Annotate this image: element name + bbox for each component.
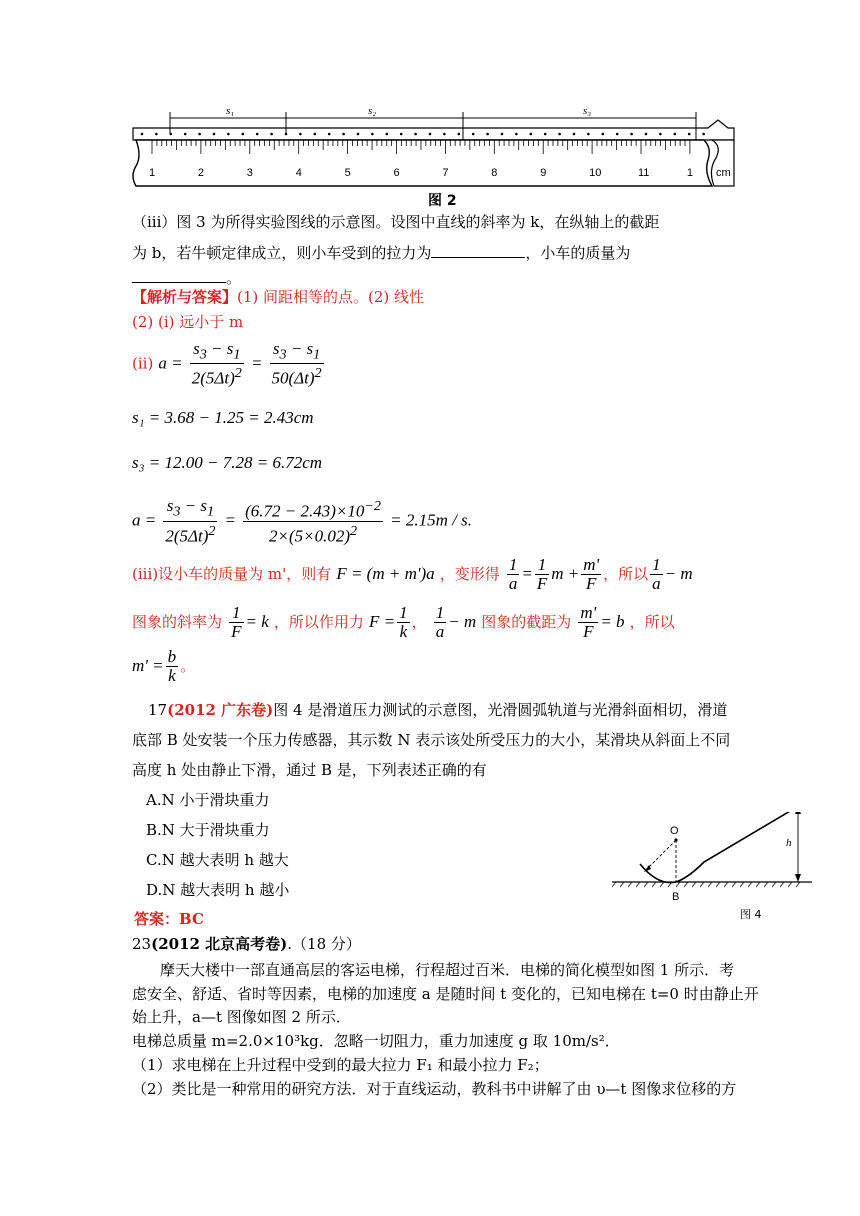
ruler-label: 3 <box>246 167 253 179</box>
tape-dot <box>256 133 259 136</box>
q17-source: (2012 广东卷) <box>167 701 274 719</box>
q17-answer: 答案：BC <box>134 910 204 928</box>
s3-label: s₃ <box>583 105 592 117</box>
q23-p6: （2）类比是一种常用的研究方法．对于直线运动，教科书中讲解了由 υ—t 图像求位移的方 <box>132 1080 737 1098</box>
q23-p2: 虑安全、舒适、省时等因素，电梯的加速度 a 是随时间 t 变化的，已知电梯在 t=0 时由静止开 <box>132 985 759 1003</box>
tape-dot <box>645 133 648 136</box>
slide-diagram <box>612 812 822 930</box>
q17-option-a: A.N 小于滑块重力 <box>146 791 270 809</box>
tape-dot <box>141 133 144 136</box>
tape-dot <box>270 133 273 136</box>
tape-dot <box>328 133 331 136</box>
q23-p1: 摩天大楼中一部直通高层的客运电梯，行程超过百米．电梯的简化模型如图 1 所示．考 <box>160 961 735 979</box>
answer-heading: 【解析与答案】 <box>132 288 238 306</box>
ruler-label: 7 <box>442 167 449 179</box>
eq-a-value: a = $\frac{s_3 - s_1}{2(5\Delta t)^2}$ = $\frac{(6.72 - 2.43)\times 10^{-2}}{2\times(5\times 0.02)^2}$ = 2.15m / s. <box>132 496 472 546</box>
q23-p3: 始上升，a—t 图像如图 2 所示． <box>132 1008 351 1026</box>
tape-dot <box>371 133 374 136</box>
ruler-label: 1 <box>686 167 694 179</box>
blank-mass[interactable] <box>132 266 226 283</box>
blank-force[interactable] <box>431 241 525 258</box>
figure-2-caption: 图 2 <box>428 193 457 209</box>
tape-dot <box>443 133 446 136</box>
eq-iii-line1: (iii)设小车的质量为 m'，则有 F = (m + m')a ，变形得 $\frac{1}{a}$ = $\frac{1}{F}$ m + $\frac{m'}{F}$ ，所以 $\frac{1}{a}$ − m <box>132 555 693 593</box>
tape-dot <box>458 133 461 136</box>
tape-dot <box>242 133 245 136</box>
ruler-label: 6 <box>393 167 400 179</box>
answer-part2: (2) (i) 远小于 m <box>132 313 244 331</box>
figure-2 <box>128 100 738 210</box>
tape-dot <box>400 133 403 136</box>
eq-s3: s₃ = 12.00 − 7.28 = 6.72cm <box>132 453 323 472</box>
s2-label: s₂ <box>368 105 377 117</box>
q-iii-line2: 为 b，若牛顿定律成立，则小车受到的拉力为 ，小车的质量为 <box>132 241 630 263</box>
tape-dot <box>429 133 432 136</box>
tape-dot <box>357 133 360 136</box>
tape-dot <box>573 133 576 136</box>
eq-a-def: (ii) a = $\frac{s_3 - s_1}{2(5\Delta t)^2}$ = $\frac{s_3 - s_1}{50(\Delta t)^2}$ <box>132 339 322 389</box>
tape-dot <box>314 133 317 136</box>
tape-dot <box>674 133 677 136</box>
ruler-label: 4 <box>295 167 302 179</box>
q17-option-c: C.N 越大表明 h 越大 <box>146 851 289 869</box>
ruler-label: 11 <box>638 167 650 179</box>
tape-dot <box>486 133 489 136</box>
tape-dot <box>342 133 345 136</box>
figure-4-caption: 图 4 <box>740 908 762 921</box>
answer-part1: (1) 间距相等的点。(2) 线性 <box>237 288 425 306</box>
tape-dot <box>558 133 561 136</box>
tape-dot <box>299 133 302 136</box>
tape-dot <box>155 133 158 136</box>
tape-dot <box>659 133 662 136</box>
ruler-label: 8 <box>491 167 498 179</box>
tape-dot <box>472 133 475 136</box>
q23-p5: （1）求电梯在上升过程中受到的最大拉力 F₁ 和最小拉力 F₂； <box>132 1056 549 1074</box>
answer-heading-line <box>132 287 424 307</box>
tape-dot <box>386 133 389 136</box>
q17-line1: 17(2012 广东卷)图 4 是滑道压力测试的示意图，光滑圆弧轨道与光滑斜面相切，滑道 <box>148 701 728 719</box>
ruler-label: 5 <box>344 167 351 179</box>
tape-dot <box>227 133 230 136</box>
q17-option-d: D.N 越大表明 h 越小 <box>146 881 290 899</box>
q-iii-line3: 。 <box>132 266 241 288</box>
eq-s1: s₁ = 3.68 − 1.25 = 2.43cm <box>132 408 314 427</box>
q17-line3: 高度 h 处由静止下滑，通过 B 是，下列表述正确的有 <box>132 761 487 779</box>
q17-option-b: B.N 大于滑块重力 <box>146 821 270 839</box>
q23-p4: 电梯总质量 m=2.0×10³kg．忽略一切阻力，重力加速度 g 取 10m/s²． <box>132 1032 620 1050</box>
tape-dot <box>702 133 705 136</box>
tape-dot <box>544 133 547 136</box>
tape-dot <box>616 133 619 136</box>
tape-dot <box>515 133 518 136</box>
eq-iii-line2: 图象的斜率为 $\frac{1}{F}$ = k ，所以作用力 F = $\frac{1}{k}$ ， $\frac{1}{a}$ − m 图象的截距为 $\frac{m'}{F}$ = b ，所以 <box>132 603 675 641</box>
ruler-label: 2 <box>197 167 205 179</box>
tape-dot <box>688 133 691 136</box>
unit-label: cm <box>716 167 731 179</box>
ruler-label: 1 <box>149 167 156 179</box>
ruler-diagram <box>128 100 738 192</box>
label-O: O <box>670 825 679 837</box>
q23-source: (2012 北京高考卷) <box>151 935 288 953</box>
q17-line2: 底部 B 处安装一个压力传感器，其示数 N 表示该处所受压力的大小，某滑块从斜面上不同 <box>132 731 731 749</box>
ruler-label: 9 <box>540 167 547 179</box>
s1-label: s₁ <box>226 105 235 117</box>
tape-dot <box>213 133 216 136</box>
q-iii-line1: （iii）图 3 为所得实验图线的示意图。设图中直线的斜率为 k，在纵轴上的截距 <box>132 213 660 231</box>
tape-dot <box>587 133 590 136</box>
tape-dot <box>184 133 187 136</box>
q23-heading: 23(2012 北京高考卷).（18 分） <box>132 935 361 953</box>
label-B: B <box>672 891 680 903</box>
ruler-label: 10 <box>589 167 602 179</box>
tape-dot <box>414 133 417 136</box>
tape-dot <box>198 133 201 136</box>
tape-dot <box>501 133 504 136</box>
label-h: h <box>786 837 792 849</box>
eq-iii-line3: m' = $\frac{b}{k}$ 。 <box>132 647 196 685</box>
figure-4 <box>612 812 822 930</box>
tape-dot <box>602 133 605 136</box>
tape-dot <box>630 133 633 136</box>
tape-dot <box>530 133 533 136</box>
